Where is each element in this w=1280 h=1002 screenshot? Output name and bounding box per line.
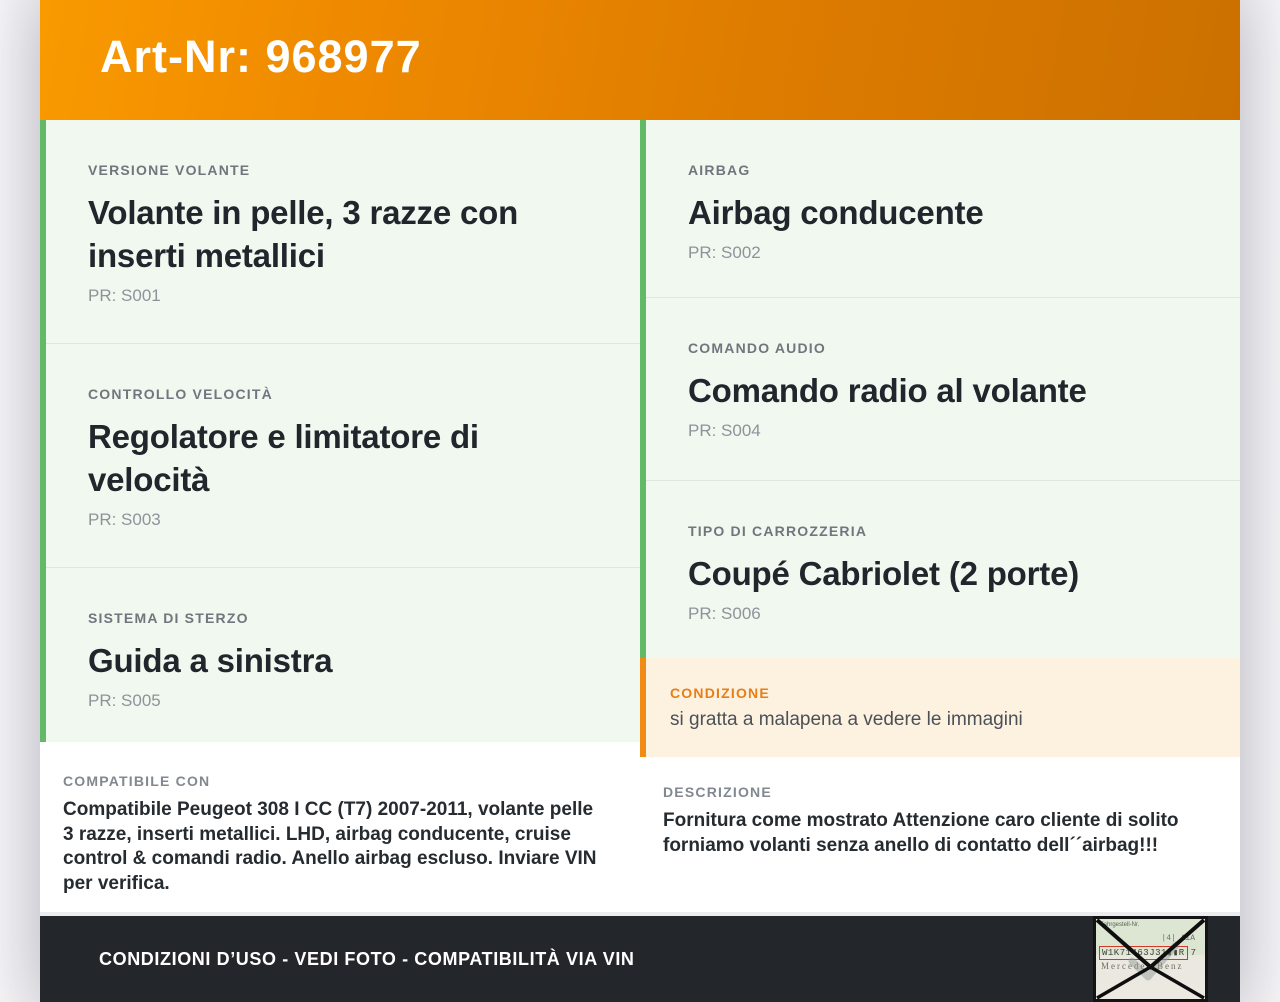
description-text: Fornitura come mostrato Attenzione caro cliente di solito forniamo volanti senza anello di contatto dell´´airbag!!! (663, 810, 1179, 856)
vin-highlight-box: W1K71463J31▮▮R (1099, 946, 1188, 960)
header-bar (40, 0, 1240, 120)
condition-label: CONDIZIONE (670, 685, 770, 701)
spec-pr-code: PR: S004 (688, 421, 761, 440)
spec-label: AIRBAG (688, 162, 751, 178)
spec-title: Volante in pelle, 3 razze con inserti metallici (88, 194, 519, 274)
spec-label: TIPO DI CARROZZERIA (688, 523, 868, 539)
spec-card-controllo-velocita (46, 343, 640, 567)
spec-title: Regolatore e limitatore di velocità (88, 418, 479, 498)
description-label: DESCRIZIONE (663, 784, 772, 800)
spec-card-airbag (646, 120, 1240, 297)
envelope-icon (1096, 919, 1205, 999)
spec-card-versione-volante (46, 120, 640, 343)
spec-label: COMANDO AUDIO (688, 340, 826, 356)
description-card (640, 757, 1240, 912)
right-column (640, 120, 1240, 912)
spec-title: Guida a sinistra (88, 642, 333, 679)
spec-title: Comando radio al volante (688, 372, 1087, 409)
spec-label: SISTEMA DI STERZO (88, 610, 249, 626)
condition-text: si gratta a malapena a vedere le immagini (670, 709, 1023, 730)
spec-label: CONTROLLO VELOCITÀ (88, 386, 273, 402)
vin-document-image (1093, 916, 1208, 1002)
spec-card-comando-audio (646, 297, 1240, 480)
compatible-label: COMPATIBILE CON (63, 773, 211, 789)
article-number-title: Art-Nr: 968977 (100, 31, 422, 82)
spec-pr-code: PR: S003 (88, 510, 161, 529)
vin-doc-label: Fahrgestell-Nr. (1100, 922, 1140, 928)
vin-doc-row: |4| AiA (1161, 934, 1195, 943)
spec-card-tipo-di-carrozzeria (646, 480, 1240, 658)
left-spec-block (40, 120, 640, 742)
footer-bar (40, 916, 1240, 1002)
spec-pr-code: PR: S001 (88, 286, 161, 305)
product-sheet (40, 0, 1240, 1002)
compatible-card (40, 742, 640, 912)
spec-title: Coupé Cabriolet (2 porte) (688, 555, 1080, 592)
vin-doc-brand: Mercedes-Benz (1101, 961, 1184, 971)
condition-card (640, 658, 1240, 757)
right-spec-block (640, 120, 1240, 658)
footer-terms-text: CONDIZIONI D’USO - VEDI FOTO - COMPATIBILITÀ VIA VIN (99, 948, 635, 969)
vin-suffix: 7 (1190, 948, 1197, 958)
spec-pr-code: PR: S005 (88, 691, 161, 710)
spec-title: Airbag conducente (688, 194, 984, 231)
compatible-text: Compatibile Peugeot 308 I CC (T7) 2007-2011, volante pelle 3 razze, inserti metallici. LHD, airbag conducente, cruise control & comandi radio. Anello airbag escluso. Inviare VIN per verifica. (63, 799, 597, 894)
left-column (40, 120, 640, 912)
spec-label: VERSIONE VOLANTE (88, 162, 251, 178)
spec-card-sistema-di-sterzo (46, 567, 640, 742)
spec-columns (40, 120, 1240, 912)
spec-pr-code: PR: S002 (688, 243, 761, 262)
spec-pr-code: PR: S006 (688, 604, 761, 623)
